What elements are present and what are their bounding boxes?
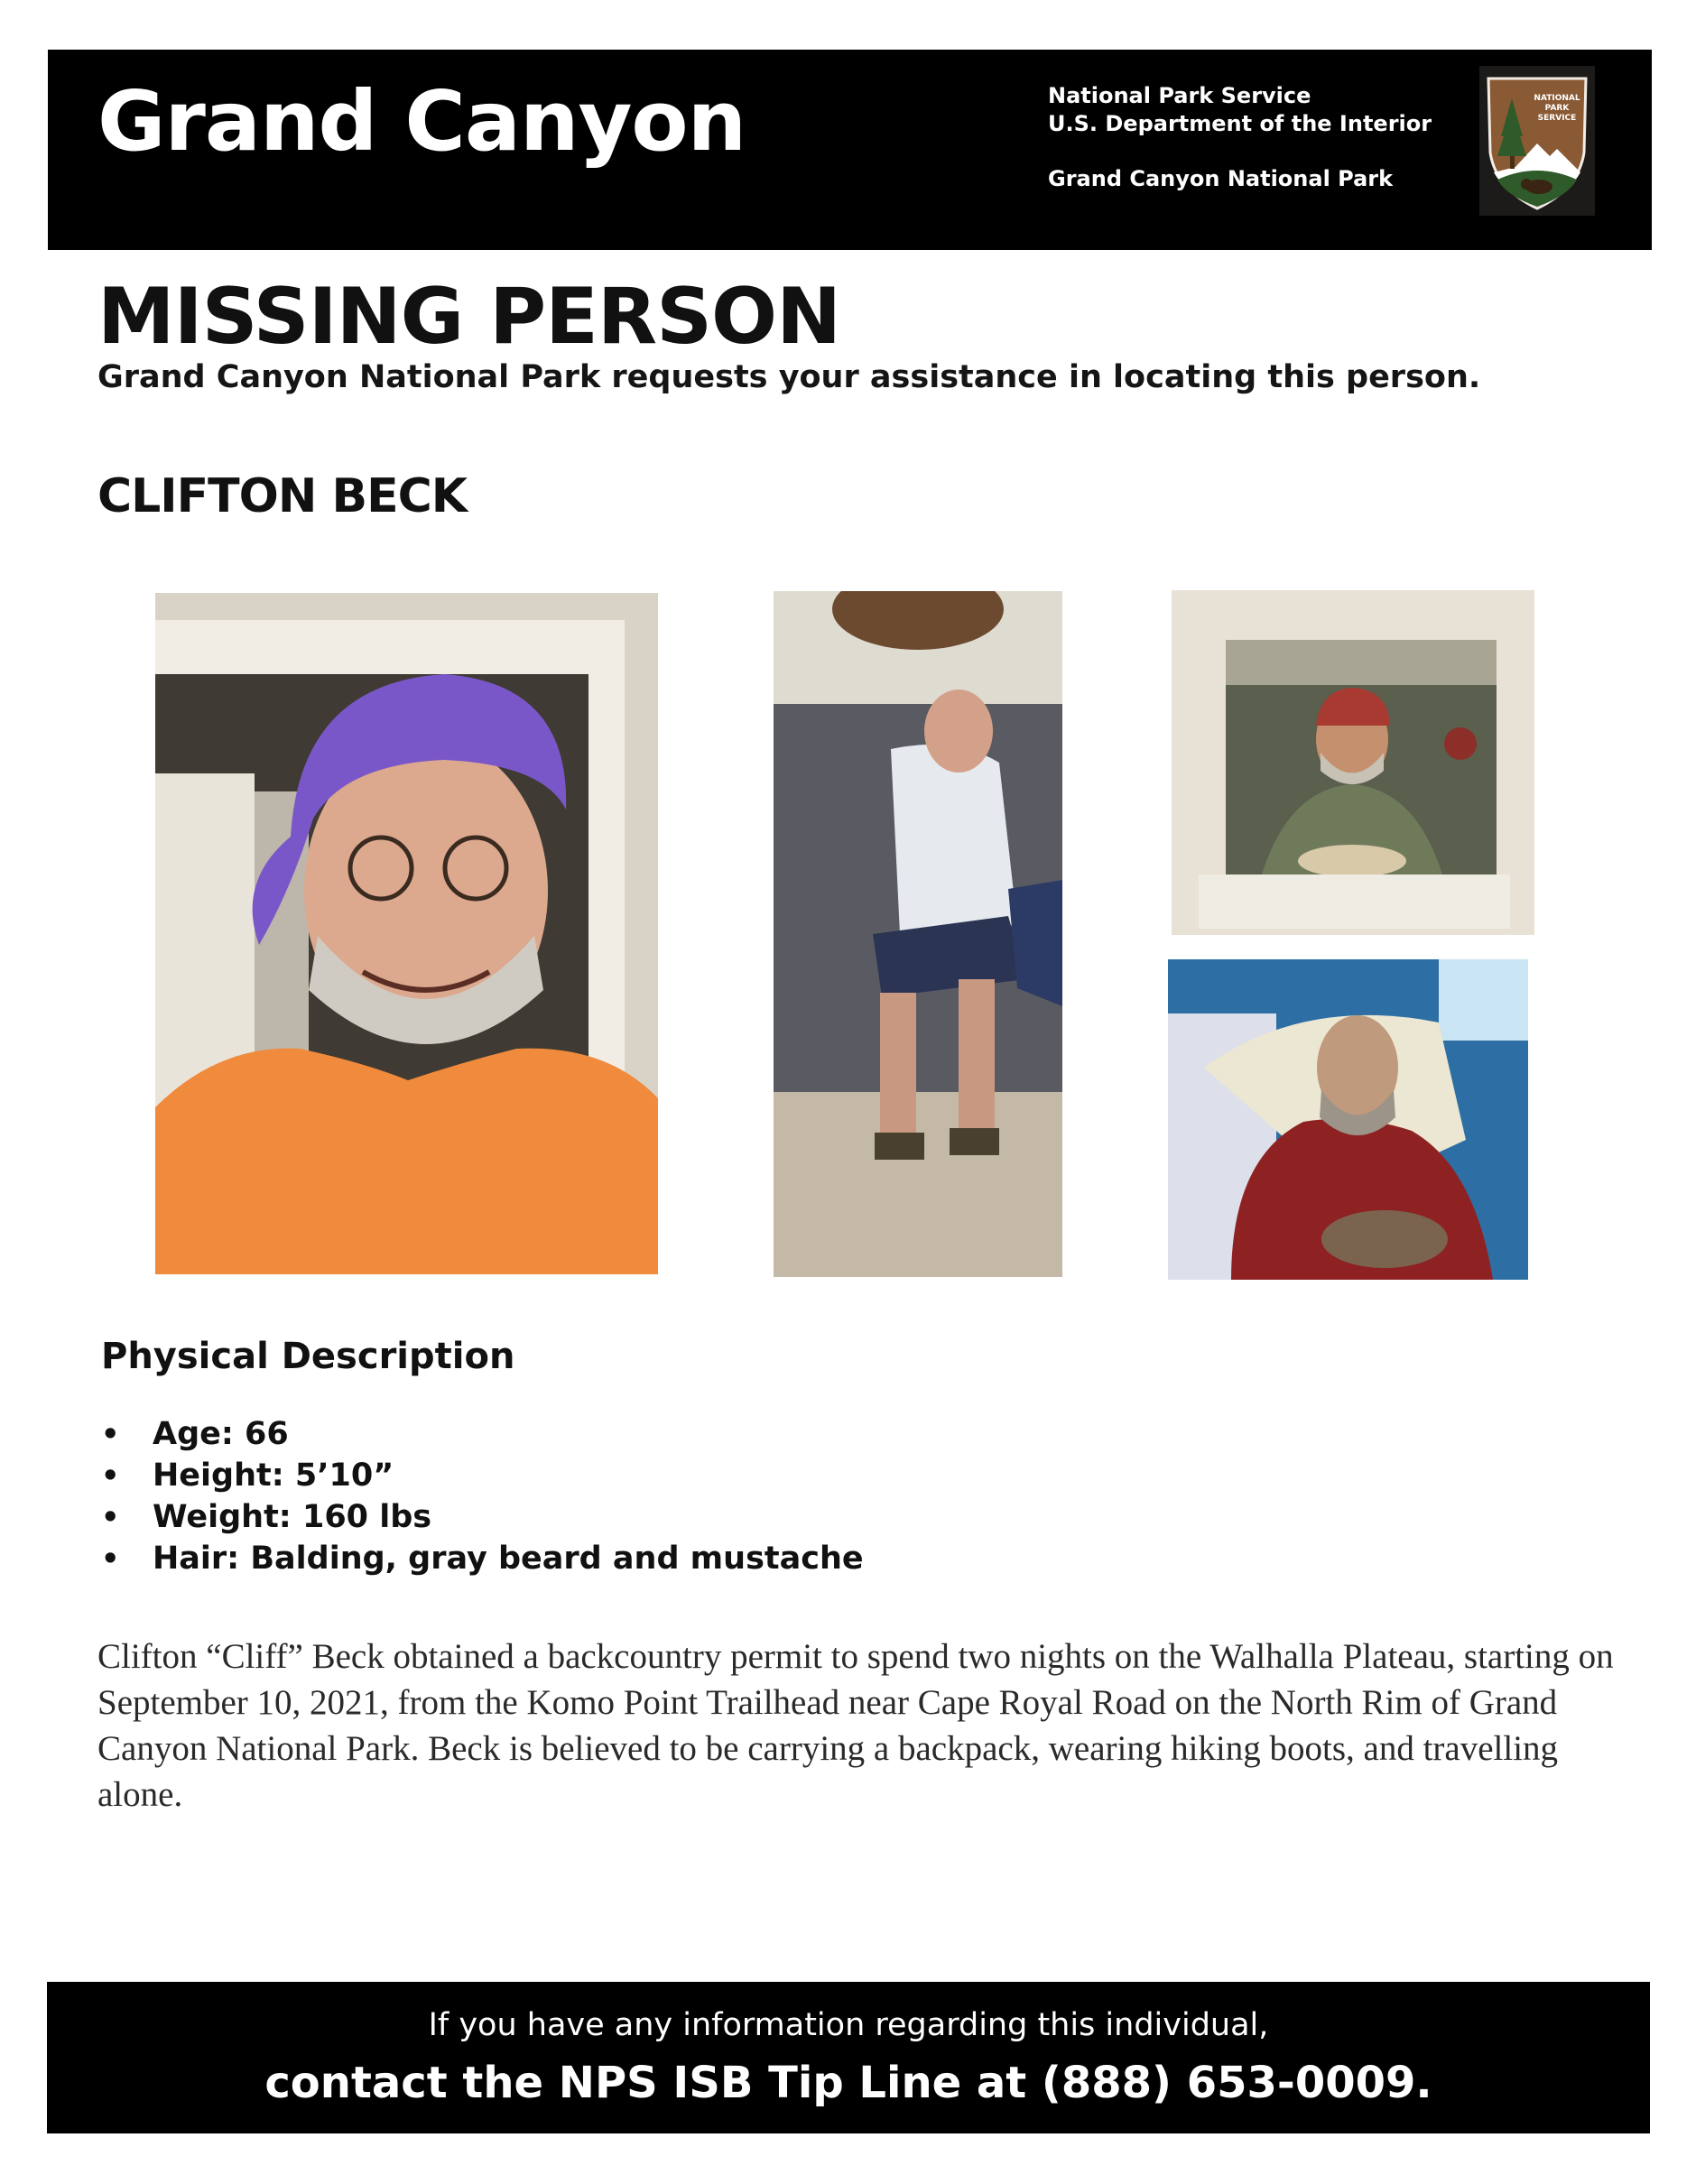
park-title: Grand Canyon xyxy=(97,73,746,170)
weight: Weight: 160 lbs xyxy=(153,1499,432,1535)
age: Age: 66 xyxy=(153,1416,289,1452)
logo-text-service: SERVICE xyxy=(1537,114,1577,123)
nps-arrowhead-logo xyxy=(1479,66,1595,216)
park-name: Grand Canyon National Park xyxy=(1048,166,1394,191)
list-item xyxy=(101,1455,864,1496)
department-name: U.S. Department of the Interior xyxy=(1048,111,1432,136)
agency-block xyxy=(1048,82,1432,193)
photo-portrait xyxy=(155,593,658,1274)
missing-person-headline: MISSING PERSON xyxy=(97,272,841,362)
footer-info-request: If you have any information regarding this individual, xyxy=(428,2007,1269,2043)
physical-description-list xyxy=(101,1413,864,1579)
tip-line-contact: contact the NPS ISB Tip Line at (888) 653-0009. xyxy=(264,2058,1432,2108)
bullet: • xyxy=(101,1458,120,1493)
hair: Hair: Balding, gray beard and mustache xyxy=(153,1541,864,1577)
header-band xyxy=(48,50,1652,250)
photo-seated-couch xyxy=(774,591,1062,1277)
logo-text-park: PARK xyxy=(1544,104,1570,113)
bullet: • xyxy=(101,1500,120,1534)
list-item xyxy=(101,1413,864,1455)
bullet: • xyxy=(101,1417,120,1451)
photo-plaid-shirt xyxy=(1168,959,1528,1280)
case-narrative: Clifton “Cliff” Beck obtained a backcountry permit to spend two nights on the Walhalla Plateau, starting on September 10, 2021, from the Komo Point Trailhead near Cape Royal Road on the North Rim of Grand Canyon National Park. Beck is believed to be carrying a backpack, wearing hiking boots, and travelling alone. xyxy=(97,1637,1614,1814)
list-item xyxy=(101,1538,864,1579)
photo-through-window xyxy=(1172,590,1534,935)
logo-text-national: NATIONAL xyxy=(1534,94,1580,103)
list-item xyxy=(101,1496,864,1538)
physical-description-title: Physical Description xyxy=(101,1336,515,1377)
assistance-request: Grand Canyon National Park requests your assistance in locating this person. xyxy=(97,359,1481,395)
bullet: • xyxy=(101,1541,120,1576)
footer-band xyxy=(47,1982,1650,2133)
height: Height: 5’10” xyxy=(153,1458,394,1494)
agency-name: National Park Service xyxy=(1048,83,1311,108)
person-name: CLIFTON BECK xyxy=(97,469,468,523)
